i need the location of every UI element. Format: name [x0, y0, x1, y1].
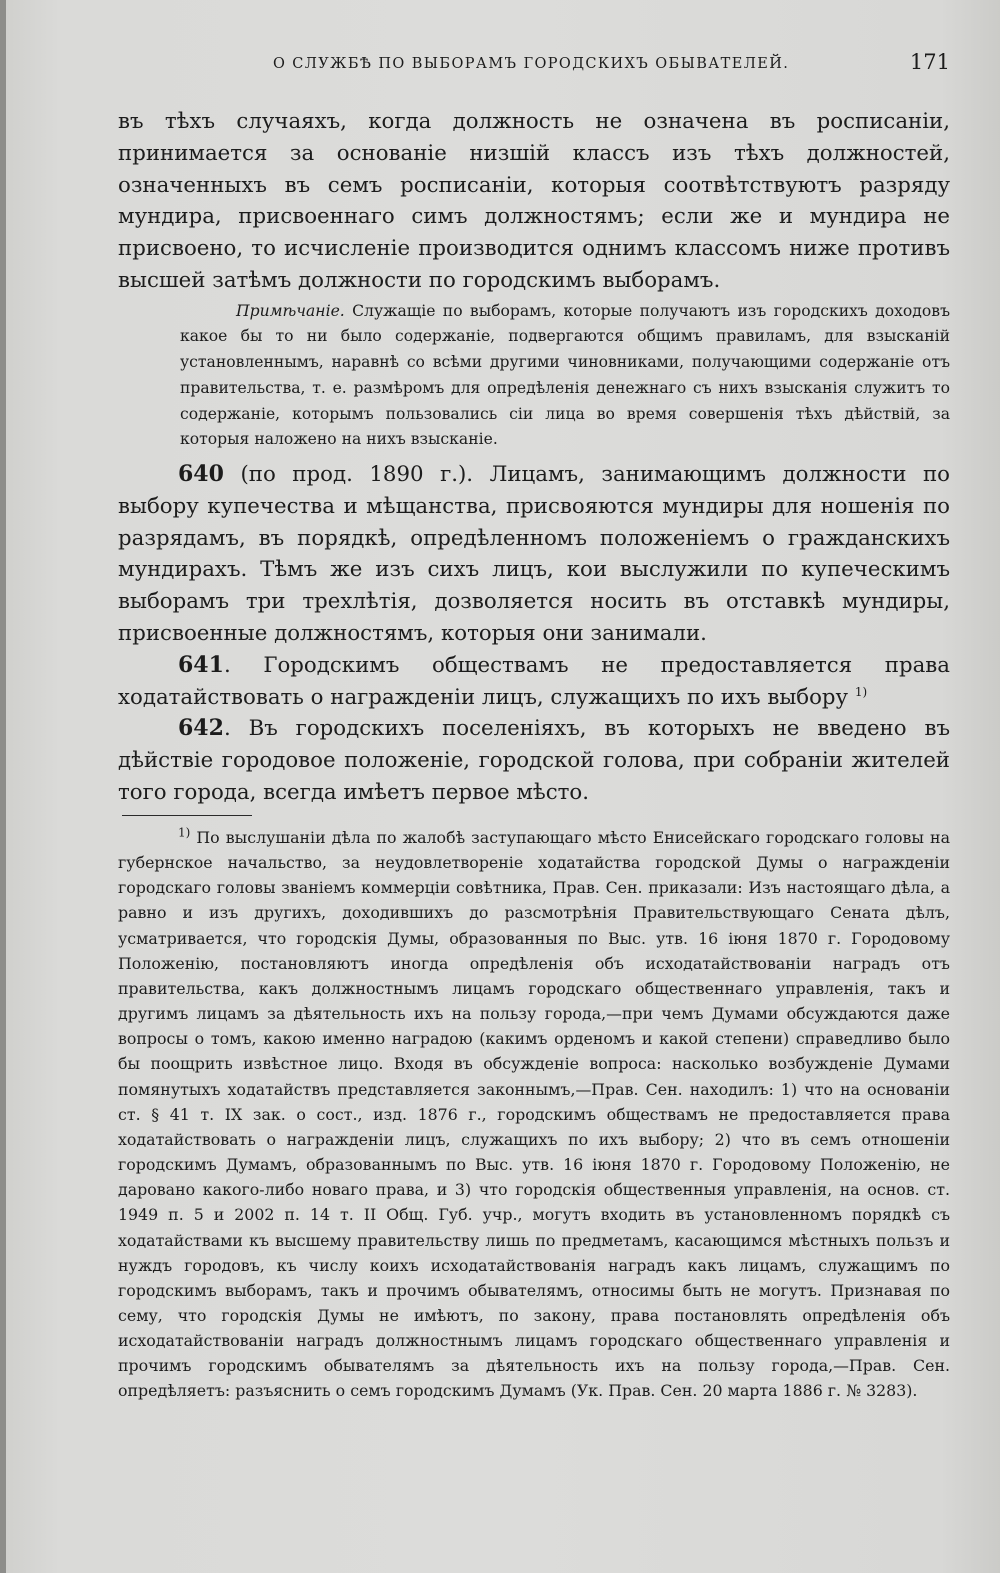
note-text: Служащіе по выборамъ, которые получаютъ изъ городскихъ доходовъ какое бы то ни было содержаніе, подвергаются общимъ правиламъ, для взысканій установленнымъ, наравнѣ со всѣми другими чиновниками, получающими содержаніе отъ правительства, т. е. размѣромъ для опредѣленія денежнаго съ нихъ взысканія служитъ то содержаніе, которымъ пользовались сіи лица во время совершенія тѣхъ дѣйствій, за которыя наложено на нихъ взысканіе.	[180, 301, 950, 449]
article-number: 641	[178, 651, 224, 678]
page-number: 171	[909, 50, 950, 74]
article-640	[118, 459, 950, 650]
footnote-paragraph	[118, 825, 950, 1404]
article-number: 642	[178, 715, 224, 742]
footnote-reference: 1)	[854, 684, 868, 699]
main-text	[118, 106, 950, 809]
article-text: . Городскимъ обществамъ не предоставляется права ходатайствовать о награжденіи лицъ, служащихъ по ихъ выбору	[118, 652, 950, 710]
note-paragraph	[180, 299, 950, 453]
paragraph-intro: въ тѣхъ случаяхъ, когда должность не означена въ росписаніи, принимается за основаніе низшій классъ изъ тѣхъ должностей, означенныхъ въ семъ росписаніи, которыя соотвѣтствуютъ разряду мундира, присвоеннаго симъ должностямъ; если же и мундира не присвоено, то исчисленіе производится однимъ классомъ ниже противъ высшей затѣмъ должности по городскимъ выборамъ.	[118, 109, 950, 293]
running-header-title: О СЛУЖБѢ ПО ВЫБОРАМЪ ГОРОДСКИХЪ ОБЫВАТЕЛЕЙ.	[273, 56, 790, 72]
footnote-marker: 1)	[178, 825, 191, 840]
article-text: . Въ городскихъ поселеніяхъ, въ которыхъ не введено въ дѣйствіе городовое положеніе, городской голова, при собраніи жителей того города, всегда имѣетъ первое мѣсто.	[118, 716, 950, 805]
article-text: (по прод. 1890 г.). Лицамъ, занимающимъ должности по выбору купечества и мѣщанства, присвояются мундиры для ношенія по разрядамъ, въ порядкѣ, опредѣленномъ положеніемъ о гражданскихъ мундирахъ. Тѣмъ же изъ сихъ лицъ, кои выслужили по купеческимъ выборамъ три трехлѣтія, дозволяется носить въ отставкѣ мундиры, присвоенные должностямъ, которыя они занимали.	[118, 462, 950, 646]
article-number: 640	[178, 461, 224, 487]
footnote-text: По выслушаніи дѣла по жалобѣ заступающаго мѣсто Енисейскаго городскаго головы на губернское начальство, за неудовлетвореніе ходатайства городской Думы о награжденіи городскаго головы званіемъ коммерціи совѣтника, Прав. Сен. приказали: Изъ настоящаго дѣла, а равно и изъ другихъ, доходившихъ до разсмотрѣнія Правительствующаго Сената дѣлъ, усматривается, что городскія Думы, образованныя по Выс. утв. 16 іюня 1870 г. Городовому Положенію, постановляютъ иногда опредѣленія объ исходатайствованіи наградъ отъ правительства, какъ должностнымъ лицамъ городскаго общественнаго управленія, такъ и другимъ лицамъ за дѣятельность ихъ на пользу города,—при чемъ Думами обсуждаются даже вопросы о томъ, какою именно наградою (какимъ орденомъ и какой степени) справедливо было бы поощрить извѣстное лицо. Входя въ обсужденіе вопроса: насколько возбужденіе Думами помянутыхъ ходатайствъ представляется законнымъ,—Прав. Сен. находилъ: 1) что на основаніи ст. § 41 т. IX зак. о сост., изд. 1876 г., городскимъ обществамъ не предоставляется права ходатайствовать о награжденіи лицъ, служащихъ по ихъ выбору; 2) что въ семъ отношеніи городскимъ Думамъ, образованнымъ по Выс. утв. 16 іюня 1870 г. Городовому Положенію, не дарованo какого-либо новаго права, и 3) что городскія общественныя управленія, на основ. ст. 1949 п. 5 и 2002 п. 14 т. II Общ. Губ. учр., могутъ входить въ установленномъ порядкѣ съ ходатайствами къ высшему правительству лишь по предметамъ, касающимся мѣстныхъ пользъ и нуждъ городовъ, къ числу коихъ исходатайствованія наградъ какъ лицамъ, служащимъ по городскимъ выборамъ, такъ и прочимъ обывателямъ, относимы быть не могутъ. Признавая по сему, что городскія Думы не имѣютъ, по закону, права постановлять опредѣленія объ исходатайствованіи наградъ должностнымъ лицамъ городскаго общественнаго управленія и прочимъ городскимъ обывателямъ за дѣятельность ихъ на пользу города,—Прав. Сен. опредѣляетъ: разъяснить о семъ городскимъ Думамъ (Ук. Прав. Сен. 20 марта 1886 г. № 3283).	[118, 828, 950, 1401]
article-641	[118, 650, 950, 714]
note-label: Примѣчаніе.	[236, 301, 345, 320]
footnote	[118, 825, 950, 1404]
article-642	[118, 713, 950, 808]
footnote-divider	[122, 815, 252, 816]
page-binding-edge	[0, 0, 6, 1573]
running-header	[118, 50, 954, 86]
